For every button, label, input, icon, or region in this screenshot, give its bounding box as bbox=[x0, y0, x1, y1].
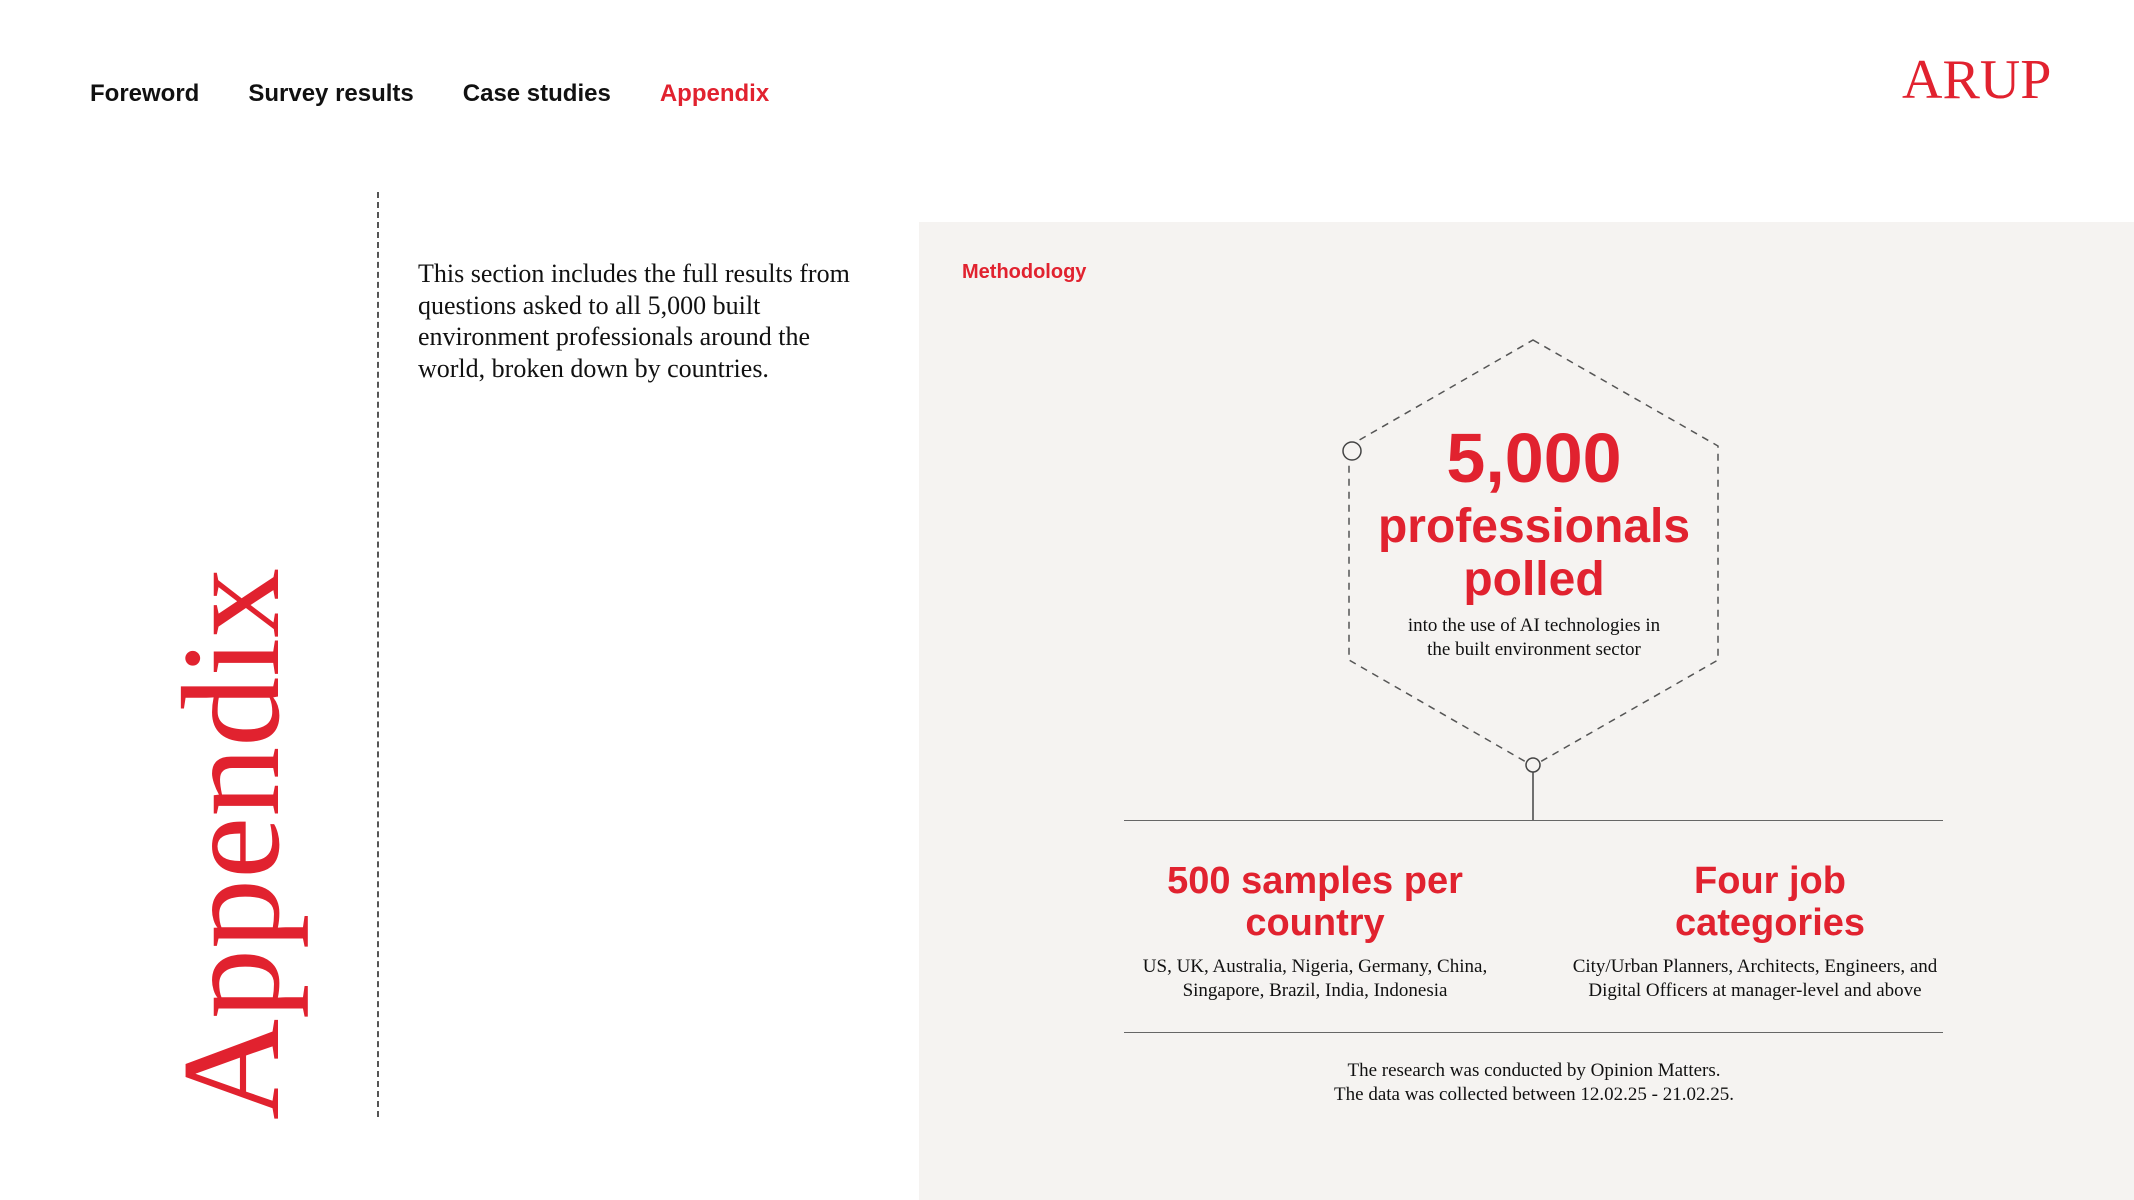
nav-item-survey-results[interactable]: Survey results bbox=[248, 80, 414, 107]
arup-logo[interactable]: ARUP bbox=[1902, 49, 2052, 111]
research-note bbox=[1234, 1059, 1834, 1106]
nav-item-case-studies[interactable]: Case studies bbox=[462, 80, 611, 107]
headline-number: 5,000 bbox=[1446, 419, 1622, 497]
research-note-line1: The research was conducted by Opinion Matters. bbox=[1347, 1060, 1721, 1081]
headline-label: professionals polled bbox=[1377, 500, 1691, 606]
nav-item-appendix[interactable]: Appendix bbox=[659, 80, 770, 107]
hexagon-bottom-node-icon bbox=[1526, 758, 1540, 772]
samples-desc: US, UK, Australia, Nigeria, Germany, China, Singapore, Brazil, India, Indonesia bbox=[1142, 956, 1488, 1001]
headline-description: into the use of AI technologies in the built environment sector bbox=[1407, 615, 1661, 660]
intro-paragraph: This section includes the full results from questions asked to all 5,000 built environment professionals around the world, broken down by countries. bbox=[418, 259, 850, 383]
job-categories-desc: City/Urban Planners, Architects, Engineers, and Digital Officers at manager-level and above bbox=[1572, 956, 1938, 1001]
samples-title: 500 samples per country bbox=[1167, 860, 1463, 944]
divider-bottom bbox=[1124, 1032, 1943, 1033]
page-title: Appendix bbox=[154, 567, 309, 1120]
research-note-line2: The data was collected between 12.02.25 - 21.02.25. bbox=[1334, 1083, 1734, 1105]
nav-item-foreword[interactable]: Foreword bbox=[90, 80, 200, 107]
divider-top bbox=[1124, 820, 1943, 821]
job-categories-title: Four job categories bbox=[1674, 860, 1866, 944]
methodology-heading: Methodology bbox=[962, 261, 1087, 283]
